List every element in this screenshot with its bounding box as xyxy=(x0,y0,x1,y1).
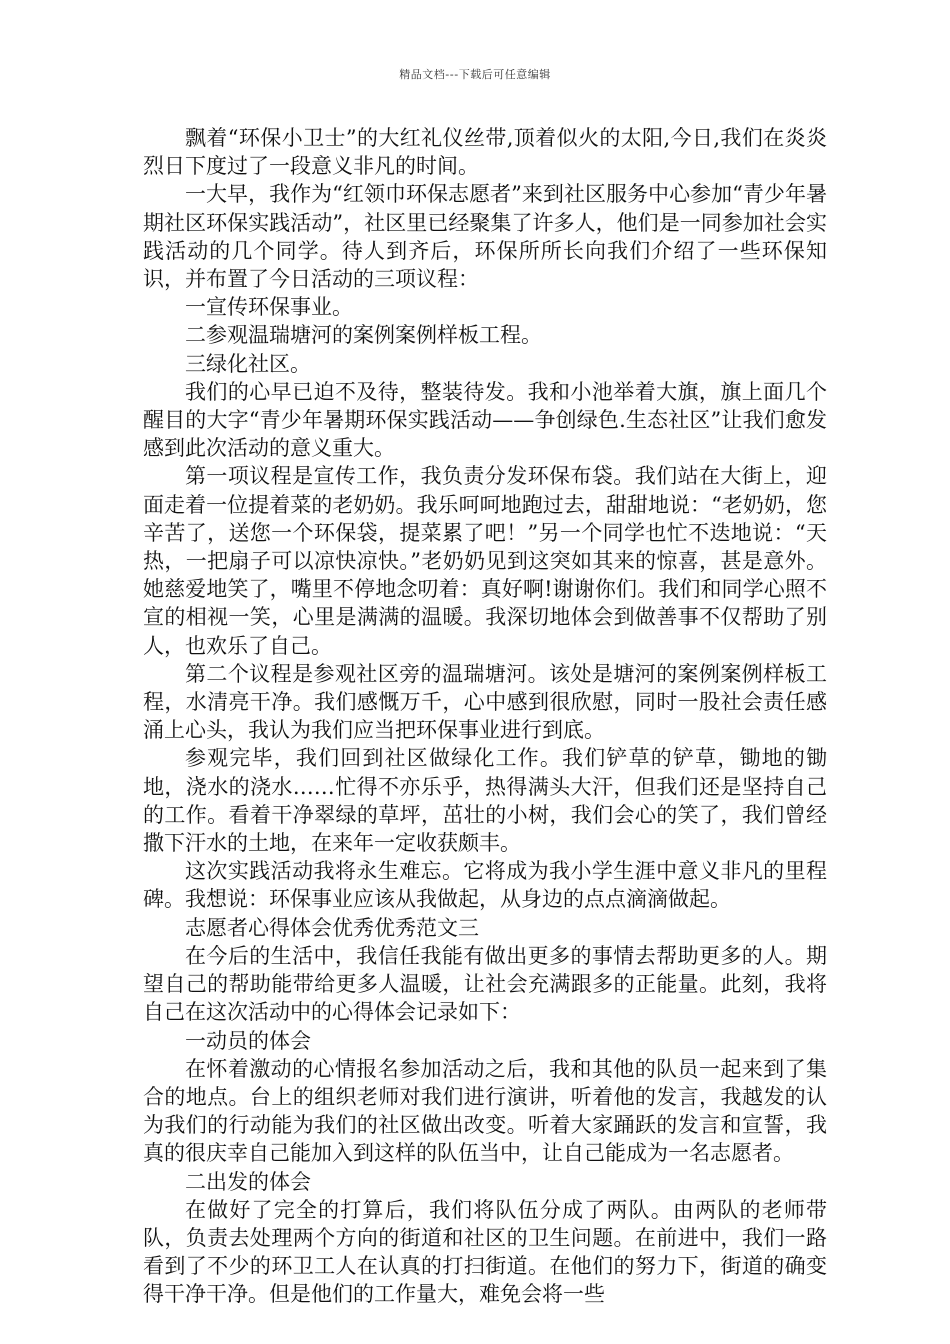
paragraph: 在做好了完全的打算后，我们将队伍分成了两队。由两队的老师带队，负责去处理两个方向的街道和社区的卫生问题。在前进中，我们一路看到了不少的环卫工人在认真的打扫街道。在他们的努力下，街道的确变得干净干净。但是他们的工作量大，难免会将一些 xyxy=(143,1197,827,1307)
paragraph: 第一项议程是宣传工作，我负责分发环保布袋。我们站在大街上，迎面走着一位提着菜的老奶奶。我乐呵呵地跑过去，甜甜地说：“老奶奶，您辛苦了，送您一个环保袋，提菜累了吧！”另一个同学也忙不迭地说：“天热，一把扇子可以凉快凉快。”老奶奶见到这突如其来的惊喜，甚是意外。她慈爱地笑了，嘴里不停地念叨着：真好啊!谢谢你们。我们和同学心照不宣的相视一笑，心里是满满的温暖。我深切地体会到做善事不仅帮助了别人，也欢乐了自己。 xyxy=(143,464,827,658)
section-heading: 志愿者心得体会优秀优秀范文三 xyxy=(185,915,479,940)
page-header: 精品文档---下载后可任意编辑 xyxy=(399,68,551,81)
paragraph: 一大早，我作为“红领巾环保志愿者”来到社区服务中心参加“青少年暑期社区环保实践活动”，社区里已经聚集了许多人，他们是一同参加社会实践活动的几个同学。待人到齐后，环保所所长向我们介绍了一些环保知识，并布置了今日活动的三项议程： xyxy=(143,182,827,292)
agenda-item: 三绿化社区。 xyxy=(185,351,311,376)
paragraph: 在怀着激动的心情报名参加活动之后，我和其他的队员一起来到了集合的地点。台上的组织老师对我们进行演讲，听着他的发言，我越发的认为我们的行动能为我们的社区做出改变。听着大家踊跃的发言和宣誓，我真的很庆幸自己能加入到这样的队伍当中，让自己能成为一名志愿者。 xyxy=(143,1056,827,1166)
paragraph: 飘着“环保小卫士”的大红礼仪丝带,顶着似火的太阳,今日,我们在炎炎烈日下度过了一段意义非凡的时间。 xyxy=(143,126,827,179)
agenda-item: 一宣传环保事业。 xyxy=(185,295,353,320)
paragraph: 在今后的生活中，我信任我能有做出更多的事情去帮助更多的人。期望自己的帮助能带给更多人温暖，让社会充满跟多的正能量。此刻，我将自己在这次活动中的心得体会记录如下： xyxy=(143,943,827,1025)
paragraph: 我们的心早已迫不及待，整装待发。我和小池举着大旗，旗上面几个醒目的大字“青少年暑期环保实践活动——争创绿色.生态社区”让我们愈发感到此次活动的意义重大。 xyxy=(143,379,827,461)
subsection-heading: 一动员的体会 xyxy=(185,1028,311,1053)
paragraph: 第二个议程是参观社区旁的温瑞塘河。该处是塘河的案例案例样板工程，水清亮干净。我们感慨万千，心中感到很欣慰，同时一股社会责任感涌上心头，我认为我们应当把环保事业进行到底。 xyxy=(143,661,827,743)
subsection-heading: 二出发的体会 xyxy=(185,1169,311,1194)
document-body xyxy=(143,124,827,1309)
paragraph: 这次实践活动我将永生难忘。它将成为我小学生涯中意义非凡的里程碑。我想说：环保事业应该从我做起，从身边的点点滴滴做起。 xyxy=(143,859,827,912)
paragraph: 参观完毕，我们回到社区做绿化工作。我们铲草的铲草，锄地的锄地，浇水的浇水……忙得不亦乐乎，热得满头大汗，但我们还是坚持自己的工作。看着干净翠绿的草坪，茁壮的小树，我们会心的笑了，我们曾经撒下汗水的土地，在来年一定收获颇丰。 xyxy=(143,746,827,856)
agenda-item: 二参观温瑞塘河的案例案例样板工程。 xyxy=(185,323,542,348)
